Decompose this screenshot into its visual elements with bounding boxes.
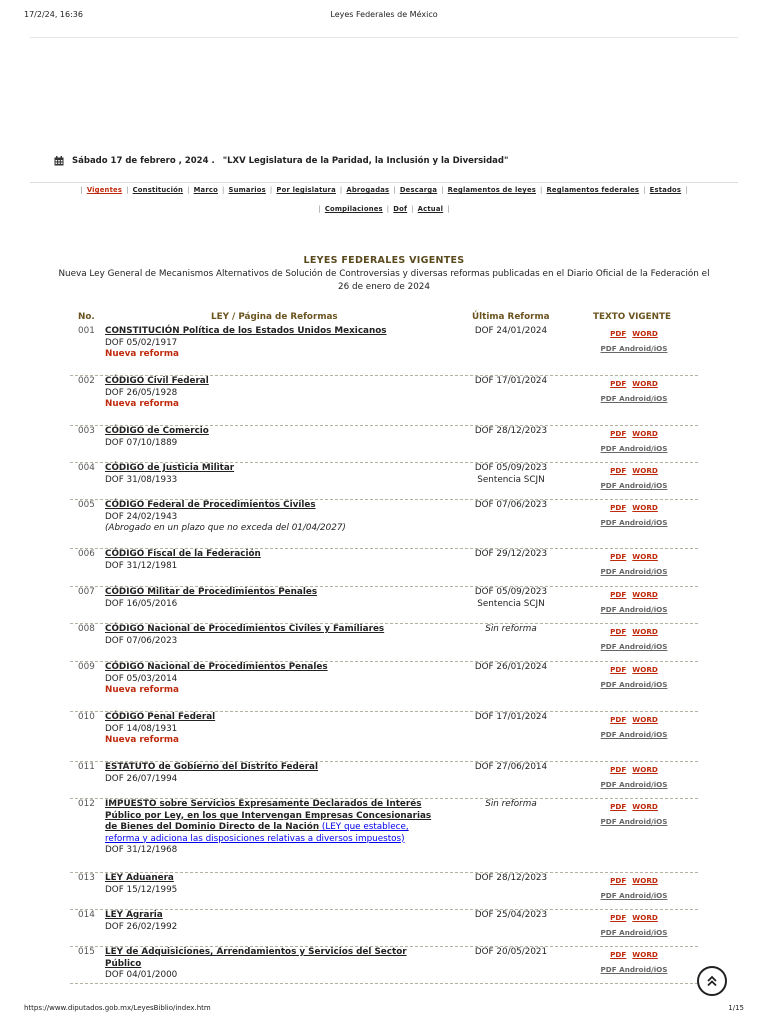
pdf-android-ios-link[interactable]: PDF Android/iOS: [600, 730, 668, 739]
print-title: Leyes Federales de México: [330, 10, 438, 19]
current-date: Sábado 17 de febrero , 2024 .: [72, 156, 215, 166]
law-name-link[interactable]: [105, 326, 387, 336]
pdf-link[interactable]: PDF: [610, 765, 627, 774]
law-type: IMPUESTO: [105, 799, 157, 809]
last-reform-date: DOF 07/06/2023: [474, 500, 548, 510]
word-link[interactable]: WORD: [632, 466, 658, 475]
last-reform-cell: [458, 587, 564, 610]
last-reform-cell: [458, 426, 564, 438]
law-title: Federal de Procedimientos Civiles: [144, 500, 316, 510]
pdf-link[interactable]: PDF: [610, 590, 627, 599]
column-ley: LEY / Página de Reformas: [211, 312, 338, 322]
new-reform-badge: Nueva reforma: [105, 685, 179, 695]
nav-link-dof[interactable]: Dof: [393, 205, 408, 213]
last-reform-note: Sentencia SCJN: [477, 474, 545, 485]
download-links: [590, 875, 678, 886]
mobile-download: [590, 964, 678, 975]
last-reform-date: DOF 26/01/2024: [474, 662, 548, 672]
law-cell: [105, 376, 435, 411]
law-type: ESTATUTO: [105, 762, 156, 772]
law-type: CÓDIGO: [105, 662, 145, 672]
last-reform-cell: [458, 624, 564, 636]
pdf-link[interactable]: PDF: [610, 715, 627, 724]
word-link[interactable]: WORD: [632, 913, 658, 922]
law-name-link[interactable]: [105, 712, 215, 722]
law-cell: [105, 463, 435, 486]
pdf-android-ios-link[interactable]: PDF Android/iOS: [600, 481, 668, 490]
law-name-link[interactable]: [105, 549, 261, 559]
calendar-icon: [54, 156, 64, 166]
last-reform-date: DOF 17/01/2024: [474, 712, 548, 722]
row-number: 008: [78, 624, 95, 634]
date-line: [54, 156, 508, 166]
mobile-download: [590, 890, 678, 901]
row-number: 013: [78, 873, 95, 883]
last-reform-cell: [458, 873, 564, 885]
table-row: [70, 712, 698, 762]
table-row: [70, 662, 698, 712]
table-row: [70, 910, 698, 947]
law-title: sobre Servicios Expresamente Declarados de Interés Público por Ley, en los que Intervengan Empresas Concesionarias de Bienes del Dominio Directo de la Nación: [105, 799, 432, 832]
download-links: [590, 949, 678, 960]
mobile-download: [590, 779, 678, 790]
law-name-link[interactable]: [105, 463, 234, 473]
pdf-android-ios-link[interactable]: PDF Android/iOS: [600, 567, 668, 576]
pdf-android-ios-link[interactable]: PDF Android/iOS: [600, 891, 668, 900]
last-reform-date: DOF 05/09/2023: [474, 587, 548, 597]
nav-separator: |: [441, 186, 444, 194]
mobile-download: [590, 604, 678, 615]
nav-link-constitución[interactable]: Constitución: [132, 186, 184, 194]
law-type: CONSTITUCIÓN: [105, 326, 180, 336]
last-reform-date: DOF 28/12/2023: [474, 873, 548, 883]
download-links: [590, 912, 678, 923]
law-name-link[interactable]: [105, 587, 317, 597]
nav-link-compilaciones[interactable]: Compilaciones: [324, 205, 383, 213]
page-subtitle: Nueva Ley General de Mecanismos Alternativos de Solución de Controversias y diversas reformas publicadas en el Diario Oficial de la Federación el 26 de enero de 2024: [58, 269, 710, 292]
page-number: 1/15: [728, 1004, 744, 1012]
last-reform-cell: [458, 463, 564, 486]
nav-link-estados[interactable]: Estados: [649, 186, 682, 194]
pdf-android-ios-link[interactable]: PDF Android/iOS: [600, 817, 668, 826]
table-row: [70, 500, 698, 549]
law-title: de Adquisiciones, Arrendamientos y Servicios del Sector Público: [105, 947, 407, 969]
pdf-link[interactable]: PDF: [610, 627, 627, 636]
word-link[interactable]: WORD: [632, 765, 658, 774]
last-reform-date: DOF 24/01/2024: [474, 326, 548, 336]
last-reform-cell: [458, 799, 564, 811]
row-number: 003: [78, 426, 95, 436]
nav-link-reglamentos-de-leyes[interactable]: Reglamentos de leyes: [447, 186, 536, 194]
law-title: de Gobierno del Distrito Federal: [155, 762, 318, 772]
law-publication-date: DOF 31/08/1933: [105, 474, 178, 485]
row-number: 012: [78, 799, 95, 809]
word-link[interactable]: WORD: [632, 802, 658, 811]
nav-separator: |: [126, 186, 129, 194]
column-texto-vigente: TEXTO VIGENTE: [593, 312, 672, 322]
pdf-link[interactable]: PDF: [610, 379, 627, 388]
law-title: Fiscal de la Federación: [144, 549, 261, 559]
law-cell: [105, 326, 435, 361]
last-reform-cell: [458, 662, 564, 674]
current-text-cell: [590, 912, 678, 938]
law-name-link[interactable]: [105, 624, 384, 634]
download-links: [590, 428, 678, 439]
pdf-android-ios-link[interactable]: PDF Android/iOS: [600, 642, 668, 651]
word-link[interactable]: WORD: [632, 950, 658, 959]
nav-link-abrogadas[interactable]: Abrogadas: [346, 186, 390, 194]
download-links: [590, 714, 678, 725]
law-type: CÓDIGO: [105, 549, 145, 559]
pdf-android-ios-link[interactable]: PDF Android/iOS: [600, 394, 668, 403]
mobile-download: [590, 927, 678, 938]
last-reform-date: Sin reforma: [485, 799, 537, 809]
last-reform-date: DOF 29/12/2023: [474, 549, 548, 559]
law-extra-link[interactable]: (LEY que establece, reforma y adiciona las disposiciones relativas a diversos impuestos): [105, 822, 409, 844]
word-link[interactable]: WORD: [632, 665, 658, 674]
mobile-download: [590, 517, 678, 528]
pdf-link[interactable]: PDF: [610, 665, 627, 674]
mobile-download: [590, 393, 678, 404]
law-publication-date: DOF 26/05/1928: [105, 387, 178, 398]
word-link[interactable]: WORD: [632, 379, 658, 388]
law-title: Penal Federal: [144, 712, 216, 722]
last-reform-cell: [458, 712, 564, 724]
table-row: [70, 376, 698, 426]
column-no: No.: [78, 312, 95, 322]
mobile-download: [590, 443, 678, 454]
law-cell: [105, 587, 435, 610]
law-cell: [105, 662, 435, 697]
main-nav: [30, 186, 738, 194]
pdf-link[interactable]: PDF: [610, 552, 627, 561]
nav-separator: |: [269, 186, 273, 194]
print-date: 17/2/24, 16:36: [24, 10, 83, 19]
current-text-cell: [590, 328, 678, 354]
law-publication-date: DOF 26/07/1994: [105, 773, 178, 784]
law-publication-date: DOF 14/08/1931: [105, 723, 178, 734]
column-ultima-reforma: Última Reforma: [472, 312, 550, 322]
law-publication-date: DOF 31/12/1968: [105, 845, 178, 855]
law-name-link[interactable]: [105, 873, 174, 883]
table-row: [70, 549, 698, 587]
main-nav-secondary: [30, 205, 738, 213]
last-reform-cell: [458, 326, 564, 338]
row-number: 015: [78, 947, 95, 957]
law-note: (Abrogado en un plazo que no exceda del 01/04/2027): [105, 523, 346, 533]
nav-separator: |: [222, 186, 225, 194]
new-reform-badge: Nueva reforma: [105, 399, 179, 409]
last-reform-date: DOF 25/04/2023: [474, 910, 548, 920]
mobile-download: [590, 566, 678, 577]
last-reform-cell: [458, 376, 564, 388]
row-number: 004: [78, 463, 95, 473]
nav-link-descarga[interactable]: Descarga: [399, 186, 438, 194]
mobile-download: [590, 480, 678, 491]
current-text-cell: [590, 664, 678, 690]
law-cell: [105, 712, 435, 747]
scroll-to-top-button[interactable]: [697, 966, 727, 996]
download-links: [590, 764, 678, 775]
last-reform-date: DOF 20/05/2021: [474, 947, 548, 957]
law-type: LEY: [105, 947, 123, 957]
table-row: [70, 947, 698, 984]
row-number: 001: [78, 326, 95, 336]
nav-separator: |: [187, 186, 190, 194]
law-cell: [105, 500, 435, 535]
law-name-link[interactable]: [105, 500, 316, 510]
mobile-download: [590, 679, 678, 690]
last-reform-date: DOF 17/01/2024: [474, 376, 548, 386]
pdf-android-ios-link[interactable]: PDF Android/iOS: [600, 780, 668, 789]
table-row: [70, 762, 698, 799]
current-text-cell: [590, 714, 678, 740]
law-title: de Comercio: [144, 426, 209, 436]
word-link[interactable]: WORD: [632, 627, 658, 636]
law-type: CÓDIGO: [105, 463, 145, 473]
nav-separator: |: [643, 186, 646, 194]
row-number: 002: [78, 376, 95, 386]
law-publication-date: DOF 07/10/1889: [105, 437, 178, 448]
pdf-link[interactable]: PDF: [610, 466, 627, 475]
law-publication-date: DOF 04/01/2000: [105, 970, 178, 980]
nav-separator: |: [540, 186, 543, 194]
pdf-android-ios-link[interactable]: PDF Android/iOS: [600, 928, 668, 937]
nav-separator: |: [339, 186, 343, 194]
row-number: 011: [78, 762, 95, 772]
last-reform-cell: [458, 947, 564, 959]
law-publication-date: DOF 15/12/1995: [105, 884, 178, 895]
last-reform-date: Sin reforma: [485, 624, 537, 634]
print-footer: [24, 1004, 744, 1014]
nav-separator: |: [80, 186, 83, 194]
last-reform-cell: [458, 762, 564, 774]
current-text-cell: [590, 551, 678, 577]
header-divider: [30, 37, 738, 38]
mobile-download: [590, 343, 678, 354]
pdf-link[interactable]: PDF: [610, 876, 627, 885]
law-name-link[interactable]: [105, 947, 407, 969]
current-text-cell: [590, 589, 678, 615]
table-row: [70, 326, 698, 376]
pdf-link[interactable]: PDF: [610, 503, 627, 512]
law-publication-date: DOF 05/02/1917: [105, 337, 178, 348]
row-number: 010: [78, 712, 95, 722]
word-link[interactable]: WORD: [632, 715, 658, 724]
law-type: LEY: [105, 910, 123, 920]
legislature-motto: "LXV Legislatura de la Paridad, la Inclusión y la Diversidad": [222, 156, 509, 166]
pdf-link[interactable]: PDF: [610, 950, 627, 959]
current-text-cell: [590, 626, 678, 652]
law-cell: [105, 624, 435, 647]
law-publication-date: DOF 31/12/1981: [105, 560, 178, 571]
table-row: [70, 799, 698, 873]
download-links: [590, 378, 678, 389]
row-number: 014: [78, 910, 95, 920]
law-type: CÓDIGO: [105, 587, 145, 597]
law-cell: [105, 873, 435, 896]
new-reform-badge: Nueva reforma: [105, 349, 179, 359]
word-link[interactable]: WORD: [632, 429, 658, 438]
last-reform-cell: [458, 549, 564, 561]
law-cell: [105, 549, 435, 572]
law-publication-date: DOF 05/03/2014: [105, 673, 178, 684]
word-link[interactable]: WORD: [632, 590, 658, 599]
law-type: LEY: [105, 873, 123, 883]
download-links: [590, 465, 678, 476]
current-text-cell: [590, 949, 678, 975]
nav-link-sumarios[interactable]: Sumarios: [228, 186, 266, 194]
page-title: LEYES FEDERALES VIGENTES: [303, 255, 465, 266]
law-title: Política de los Estados Unidos Mexicanos: [179, 326, 387, 336]
law-publication-date: DOF 07/06/2023: [105, 635, 178, 646]
law-title: Agraria: [123, 910, 163, 920]
last-reform-date: DOF 28/12/2023: [474, 426, 548, 436]
law-title: Nacional de Procedimientos Civiles y Familiares: [144, 624, 385, 634]
last-reform-cell: [458, 910, 564, 922]
law-cell: [105, 799, 435, 857]
law-title: Militar de Procedimientos Penales: [144, 587, 318, 597]
law-type: CÓDIGO: [105, 500, 145, 510]
law-publication-date: DOF 16/05/2016: [105, 598, 178, 609]
table-row: [70, 624, 698, 662]
download-links: [590, 502, 678, 513]
pdf-android-ios-link[interactable]: PDF Android/iOS: [600, 965, 668, 974]
law-publication-date: DOF 26/02/1992: [105, 921, 178, 932]
nav-link-reglamentos-federales[interactable]: Reglamentos federales: [546, 186, 640, 194]
law-cell: [105, 947, 435, 982]
new-reform-badge: Nueva reforma: [105, 735, 179, 745]
word-link[interactable]: WORD: [632, 876, 658, 885]
nav-separator: |: [411, 205, 414, 213]
table-header: [70, 312, 698, 324]
pdf-android-ios-link[interactable]: PDF Android/iOS: [600, 518, 668, 527]
mobile-download: [590, 816, 678, 827]
download-links: [590, 551, 678, 562]
pdf-android-ios-link[interactable]: PDF Android/iOS: [600, 680, 668, 689]
pdf-link[interactable]: PDF: [610, 802, 627, 811]
table-row: [70, 463, 698, 500]
download-links: [590, 664, 678, 675]
law-title: Aduanera: [123, 873, 174, 883]
law-name-link[interactable]: [105, 762, 318, 772]
nav-separator: |: [318, 205, 321, 213]
download-links: [590, 626, 678, 637]
nav-link-marco[interactable]: Marco: [193, 186, 218, 194]
law-name-link[interactable]: [105, 662, 328, 672]
current-text-cell: [590, 465, 678, 491]
download-links: [590, 801, 678, 812]
nav-separator: |: [386, 205, 390, 213]
nav-divider: [30, 182, 738, 183]
law-type: CÓDIGO: [105, 426, 145, 436]
nav-separator: |: [685, 186, 688, 194]
current-text-cell: [590, 801, 678, 827]
print-header: [24, 10, 744, 22]
nav-link-actual[interactable]: Actual: [417, 205, 444, 213]
mobile-download: [590, 641, 678, 652]
last-reform-date: DOF 05/09/2023: [474, 463, 548, 473]
row-number: 006: [78, 549, 95, 559]
row-number: 009: [78, 662, 95, 672]
pdf-android-ios-link[interactable]: PDF Android/iOS: [600, 444, 668, 453]
law-type: CÓDIGO: [105, 712, 145, 722]
word-link[interactable]: WORD: [632, 503, 658, 512]
double-chevron-up-icon: [706, 975, 718, 987]
row-number: 005: [78, 500, 95, 510]
law-name-link[interactable]: [105, 910, 163, 920]
table-row: [70, 873, 698, 910]
last-reform-date: DOF 27/06/2014: [474, 762, 548, 772]
law-cell: [105, 762, 435, 785]
last-reform-note: Sentencia SCJN: [477, 598, 545, 609]
law-title: Civil Federal: [144, 376, 209, 386]
current-text-cell: [590, 428, 678, 454]
law-cell: [105, 426, 435, 449]
law-title: Nacional de Procedimientos Penales: [144, 662, 328, 672]
pdf-android-ios-link[interactable]: PDF Android/iOS: [600, 344, 668, 353]
page-url: https://www.diputados.gob.mx/LeyesBiblio/index.htm: [24, 1004, 211, 1012]
word-link[interactable]: WORD: [632, 552, 658, 561]
mobile-download: [590, 729, 678, 740]
word-link[interactable]: WORD: [632, 329, 658, 338]
last-reform-cell: [458, 500, 564, 512]
current-text-cell: [590, 875, 678, 901]
pdf-link[interactable]: PDF: [610, 429, 627, 438]
law-type: CÓDIGO: [105, 624, 145, 634]
row-number: 007: [78, 587, 95, 597]
pdf-link[interactable]: PDF: [610, 913, 627, 922]
nav-link-vigentes[interactable]: Vigentes: [86, 186, 123, 194]
law-name-link[interactable]: [105, 376, 209, 386]
download-links: [590, 328, 678, 339]
law-name-link[interactable]: [105, 426, 209, 436]
pdf-android-ios-link[interactable]: PDF Android/iOS: [600, 605, 668, 614]
table-row: [70, 587, 698, 624]
law-cell: [105, 910, 435, 933]
current-text-cell: [590, 764, 678, 790]
current-text-cell: [590, 502, 678, 528]
law-publication-date: DOF 24/02/1943: [105, 511, 178, 522]
law-title: de Justicia Militar: [144, 463, 235, 473]
nav-link-por-legislatura[interactable]: Por legislatura: [276, 186, 336, 194]
nav-separator: |: [447, 205, 450, 213]
law-type: CÓDIGO: [105, 376, 145, 386]
current-text-cell: [590, 378, 678, 404]
pdf-link[interactable]: PDF: [610, 329, 627, 338]
download-links: [590, 589, 678, 600]
nav-separator: |: [393, 186, 396, 194]
table-row: [70, 426, 698, 463]
